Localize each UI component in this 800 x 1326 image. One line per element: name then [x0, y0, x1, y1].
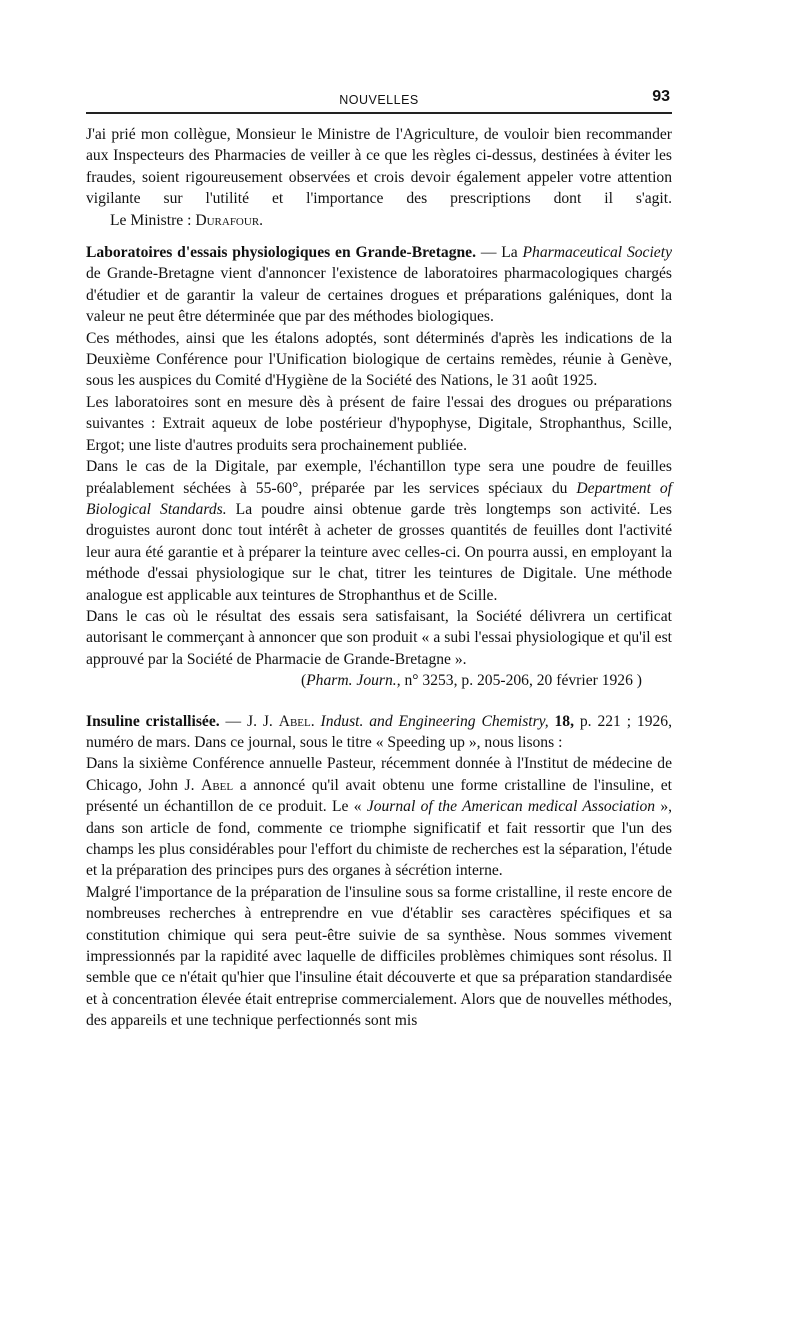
letter-text: J'ai prié mon collègue, Monsieur le Ministre de l'Agriculture, de vouloir bien recommander aux Inspecteurs des Pharmacies de veiller à ce que les règles ci-dessus, destinées à éviter les fraudes, soient rigoureusement observées et crois devoir également appeler votre attention vigilante sur l'utilité et l'importance des prescriptions dont il s'agit.	[86, 126, 672, 208]
paragraph-text: de Grande-Bretagne vient d'annoncer l'existence de laboratoires pharmacologiques chargés d'étudier et de garantir la valeur de certaines drogues et préparations galéniques, dont la valeur ne peut être déterminée que par des méthodes biologiques.	[86, 265, 672, 326]
section-laboratoires-first-paragraph	[86, 242, 672, 328]
header-rule	[86, 112, 672, 114]
paragraph-text: a annoncé qu'il avait obtenu une forme cristalline de l'insuline, et présenté un échantillon de ce produit. Le «	[86, 776, 672, 816]
reference-citation	[86, 670, 672, 691]
signature-name: Durafour.	[195, 211, 264, 229]
paragraph-methodes: Ces méthodes, ainsi que les étalons adoptés, sont déterminés d'après les indications de la Deuxième Conférence pour l'Unification biologique de certains remèdes, réunie à Genève, sous les auspices du Comité d'Hygiène de la Société des Nations, le 31 août 1925.	[86, 329, 672, 390]
ref-open: (	[300, 672, 307, 690]
journal-title: Indust. and Engineering Chemistry,	[314, 712, 549, 730]
signature	[110, 210, 263, 231]
heading-dash: — La	[476, 244, 523, 262]
paragraph-conference-pasteur	[86, 753, 672, 881]
department-name: Department of Biological Standards.	[86, 479, 672, 518]
ref-journal: Pharm. Journ.	[306, 672, 397, 690]
journal-volume: 18,	[548, 712, 574, 730]
paragraph-text: p. 221 ; 1926, numéro de mars. Dans ce journal, sous le titre « Speeding up », nous lisons :	[86, 712, 672, 751]
running-title: NOUVELLES	[339, 93, 419, 107]
heading-author-prefix: — J. J.	[219, 712, 279, 730]
document-page	[86, 86, 672, 1032]
page-number: 93	[652, 88, 670, 105]
paragraph-text: Dans la sixième Conférence annuelle Pasteur, récemment donnée à l'Institut de médecine de Chicago, John J.	[86, 755, 672, 794]
section-heading-insuline: Insuline cristallisée.	[86, 712, 220, 730]
author-name: Abel.	[278, 712, 315, 730]
ministerial-letter-paragraph	[86, 124, 672, 231]
section-insuline-first-paragraph	[86, 711, 672, 754]
person-name: Abel	[201, 776, 234, 794]
paragraph-text: La poudre ainsi obtenue garde très longtemps son activité. Les droguistes auront donc tout intérêt à acheter de grosses quantités de feuilles dont l'activité leur aura été garantie et à préparer la teinture avec celles-ci. On pourra aussi, en employant la méthode d'essai physiologique sur le chat, titrer les teintures de Digitale. Une méthode analogue est applicable aux teintures de Strophanthus et de Scille.	[86, 500, 672, 604]
paragraph-text: », dans son article de fond, commente ce triomphe significatif et fait ressortir que l'un des champs les plus considérables pour l'effort du chimiste de recherches est la séparation, l'étude et la préparation des principes purs des organes à sécrétion interne.	[86, 798, 673, 880]
paragraph-malgre: Malgré l'importance de la préparation de l'insuline sous sa forme cristalline, il reste encore de nombreuses recherches à entreprendre en vue d'établir ses caractères spécifiques et sa constitution chimique qui sera peut-être suivie de sa synthèse. Nous sommes vivement impressionnés par la rapidité avec laquelle de difficiles problèmes chimiques sont résolus. Il semble que ce n'était qu'hier que l'insuline était découverte et que sa préparation standardisée et à concentration élevée était entreprise commercialement. Alors que de nouvelles méthodes, des appareils et une technique perfectionnés sont mis	[86, 883, 672, 1030]
section-heading-laboratoires: Laboratoires d'essais physiologiques en Grande-Bretagne.	[86, 244, 476, 262]
paragraph-text: Dans le cas de la Digitale, par exemple, l'échantillon type sera une poudre de feuilles préalablement séchées à 55-60°, préparée par les services spéciaux du	[86, 458, 672, 497]
signature-prefix: Le Ministre :	[110, 211, 196, 229]
paragraph-certificat: Dans le cas où le résultat des essais sera satisfaisant, la Société délivrera un certificat autorisant le commerçant à annoncer que son produit « a subi l'essai physiologique et qu'il est approuvé par la Société de Pharmacie de Grande-Bretagne ».	[86, 607, 672, 668]
journal-name: Journal of the American medical Association	[366, 798, 656, 816]
paragraph-digitale	[86, 456, 672, 606]
paragraph-laboratoires: Les laboratoires sont en mesure dès à présent de faire l'essai des drogues ou préparations suivantes : Extrait aqueux de lobe postérieur d'hypophyse, Digitale, Strophanthus, Scille, Ergot; une liste d'autres produits sera prochainement publiée.	[86, 393, 672, 454]
society-name: Pharmaceutical Society	[522, 244, 672, 262]
ref-details: , n° 3253, p. 205-206, 20 février 1926 )	[396, 672, 642, 690]
running-head	[86, 86, 672, 108]
